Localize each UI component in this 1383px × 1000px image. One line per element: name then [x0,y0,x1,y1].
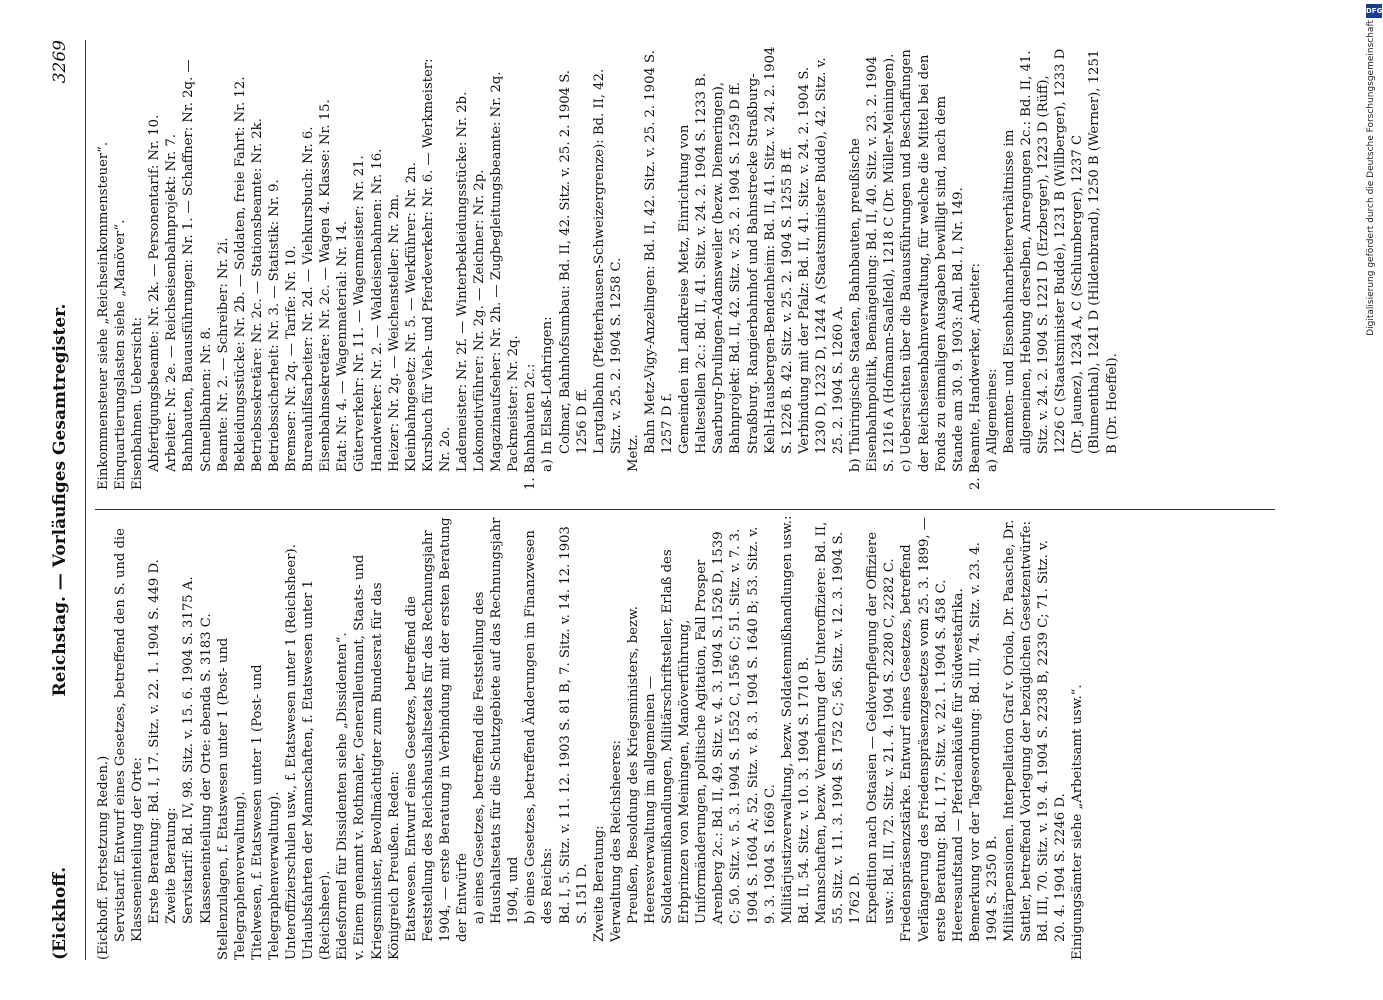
index-entry: Stellenzulagen, f. Etatswesen unter 1 (Post- und Telegraphenverwaltung). [215,637,248,960]
index-entry: Expedition nach Ostasien — Geldverpflegung der Offiziere usw.: Bd. III, 72. Sitz. v. 21. 4. 1904 S. 2280 C, 2282 C. [865,531,898,924]
index-entry: Güterverkehr: Nr. 11. — Wagenmeister: Nr. 21. [352,155,368,472]
index-entry: a) Allgemeines: [984,368,1000,472]
index-entry: Bahnbauten, Bauausführungen: Nr. 1. — Schaffner: Nr. 2q. — Schnellbahnen: Nr. 8. [181,59,214,472]
index-entry: Bd. I, 5. Sitz. v. 11. 12. 1903 S. 81 B, 7. Sitz. v. 14. 12. 1903 S. 151 D. [557,526,590,924]
index-entry: Arbeiter: Nr. 2e. — Reichseisenbahnprojekt: Nr. 7. [164,134,180,472]
index-entry: Abfertigungsbeamte: Nr. 2k. — Personentarif: Nr. 10. [147,114,163,472]
index-entry: Mannschaften, bezw. Vermehrung der Unteroffiziere: Bd. II, 55. Sitz. v. 11. 3. 1904 S. 1752 C; 56. Sitz. v. 12. 3. 1904 S. 1762 D. [813,521,864,924]
column-divider [95,509,1275,510]
index-entry: Betriebssicherheit: Nr. 3. — Statistik: Nr. 9. [266,179,282,472]
index-entry: v. Einem genannt v. Rothmaler, Generalleutnant, Staats- und Kriegsminister, Bevollmächtigter zum Bundesrat für das Königreich Preußen. Reden: [352,554,402,960]
index-entry: Servistarif: Bd. IV, 98. Sitz. v. 15. 6. 1904 S. 3175 A. [181,576,197,924]
index-entry: Betriebssekretäre: Nr. 2c. — Stationsbeamte: Nr. 2k. [249,118,265,472]
page-header [50,40,80,960]
index-entry: Unteroffizierschulen usw., f. Etatswesen unter 1 (Reichsheer). [284,544,300,960]
index-entry: Militärjustizverwaltung, bezw. Soldatenmißhandlungen usw.: Bd. II, 54. Sitz. v. 10. 3. 1904 S. 1710 B. [779,515,812,924]
header-rule [85,40,86,960]
dfg-logo: DFG [1366,4,1382,18]
index-entry: Gemeinden im Landkreise Metz, Einrichtung von Haltestellen 2c.: Bd. II, 41. Sitz. v. 24. 2. 1904 S. 1233 B. [677,73,710,454]
index-entry: Bahn Metz-Vigy-Anzelingen: Bd. II, 42. Sitz. v. 25. 2. 1904 S. 1257 D f. [643,50,676,454]
index-entry: Bureauhilfsarbeiter: Nr. 2d. — Viehkursbuch: Nr. 6. [301,126,317,472]
left-column [95,515,1280,960]
index-entry: a) In Elsaß-Lothringen: [540,316,556,472]
index-entry: c) Uebersichten über die Bauausführungen und Beschaffungen der Reichseisenbahnverwaltung, für welche die Mittel bei den Fonds zu einmaligen Ausgaben bewilligt sind, nach dem Stande am 30. 9. 1903: Anl. Bd. I, Nr. 149. [899,49,966,472]
index-entry: Preußen, Besoldung des Kriegsministers, bezw. Heeresverwaltung im allgemeinen — Soldatenmißhandlungen, Militärschriftsteller, Erlaß des Erbprinzen von Meiningen, Manöverführung, Uniformänderungen, politische Agitation, Fall Prosper Arenberg 2c.: Bd. II, 49. Sitz. v. 4. 3. 1904 S. 1526 D, 1539 C; 50. Sitz. v. 5. 3. 1904 S. 1552 C, 1556 C; 51. Sitz. v. 7. 3. 1904 S. 1604 A; 52. Sitz. v. 8. 3. 1904 S. 1640 B; 53. Sitz. v. 9. 3. 1904 S. 1669 C. [625,526,778,924]
header-left: (Eickhoff. [50,866,70,960]
index-entry: Bekleidungsstücke: Nr. 2b. — Soldaten, freie Fahrt: Nr. 12. [232,76,248,472]
index-entry: Heizer: Nr. 2g. — Weichensteller: Nr. 2m. [386,193,402,472]
index-entry: Etat: Nr. 4. — Wagenmaterial: Nr. 14. [335,220,351,472]
index-entry: Eisenbahnsekretäre: Nr. 2c. — Wagen 4. Klasse: Nr. 15. [318,99,334,472]
index-entry: 1. Bahnbauten 2c.: [523,363,539,490]
index-entry: Heeresaufstand — Pferdeankäufe für Südwestafrika. Bemerkung vor der Tagesordnung: Bd. III, 74. Sitz. v. 23. 4. 1904 S. 2350 B. [950,542,1000,942]
index-entry: Straßburg. Rangierbahnhof und Bahnstrecke Straßburg-Kehl-Hausbergen-Bendenheim: Bd. II, 41. Sitz. v. 24. 2. 1904 S. 1226 B. 42. Sitz. v. 25. 2. 1904 S. 1255 B ff. [745,46,795,454]
index-entry: Zweite Beratung: [164,807,180,924]
index-entry: Handwerker: Nr. 2. — Waldeisenbahnen: Nr. 16. [369,148,385,472]
index-entry: Magazinaufseher: Nr. 2h. — Zugbegleitungsbeamte: Nr. 2q. [489,71,505,472]
index-entry: Etatswesen. Entwurf eines Gesetzes, betreffend die Feststellung des Reichshaushaltsetats für das Rechnungsjahr 1904, — erste Beratung in Verbindung mit der ersten Beratung der Entwürfe [403,517,470,942]
index-entry: Militärpensionen. Interpellation Graf v. Oriola, Dr. Paasche, Dr. Sattler, betreffend Vorlegung der bezüglichen Gesetzentwürfe: Bd. III, 70. Sitz. v. 19. 4. 1904 S. 2238 B, 2239 C; 71. Sitz. v. 20. 4. 1904 S. 2246 D. [1001,519,1069,942]
index-entry: Erste Beratung: Bd. I, 17. Sitz. v. 22. 1. 1904 S. 449 D. [147,559,163,924]
index-entry: Lademeister: Nr. 2f. — Winterbekleidungsstücke: Nr. 2b. [454,91,470,472]
index-entry: Titelwesen, f. Etatswesen unter 1 (Post- und Telegraphenverwaltung). [249,664,282,960]
index-entry: Colmar, Bahnhofsumbau: Bd. II, 42. Sitz. v. 25. 2. 1904 S. 1256 D ff. [557,70,590,454]
page-number: 3269 [50,40,70,84]
index-entry: Beamte: Nr. 2. — Schreiber: Nr. 2i. [215,237,231,472]
index-entry: Lokomotivführer: Nr. 2g. — Zeichner: Nr. 2p. [472,169,488,472]
index-entry: 2. Beamte, Handwerker, Arbeiter: [967,263,983,490]
index-entry: Verwaltung des Reichsheeres: [608,740,624,942]
index-entry: Einigungsämter siehe „Arbeitsamt usw.“. [1070,684,1086,960]
index-entry: Friedenspräsenzstärke. Entwurf eines Gesetzes, betreffend Verlängerung des Friedenspräsenzgesetzes vom 25. 3. 1899, — erste Beratung: Bd. I, 17. Sitz. v. 22. 1. 1904 S. 458 C. [899,517,949,942]
index-entry: Kursbuch für Vieh- und Pferdeverkehr: Nr. 6. — Werkmeister: Nr. 2o. [420,58,453,472]
index-entry: a) eines Gesetzes, betreffend die Feststellung des Haushaltsetats für die Schutzgebiete auf das Rechnungsjahr 1904, und [472,517,522,924]
index-entry: Kleinbahngesetz: Nr. 5. — Werkführer: Nr. 2n. [403,162,419,472]
digitization-note: Digitalisierung gefördert durch die Deutsche Forschungsgemeinschaft [1366,20,1376,336]
index-entry: Packmeister: Nr. 2q. [506,335,522,472]
index-entry: b) Thüringische Staaten, Bahnbauten, preußische Eisenbahnpolitik, Bemängelung: Bd. II, 40. Sitz. v. 23. 2. 1904 S. 1216 A (Hofmann-Saalfeld), 1218 C (Dr. Müller-Meiningen). [848,53,898,472]
index-entry: Einquartierungslasten siehe „Manöver“. [113,219,129,490]
index-entry: Urlaubsfahrten der Mannschaften, f. Etatswesen unter 1 (Reichsheer). [301,580,334,960]
index-entry: (Eickhoff. Fortsetzung Reden.) [96,755,111,960]
index-entry: Beamten- und Eisenbahnarbeiterverhältnisse im allgemeinen, Hebung derselben, Anregungen 2c.: Bd. II, 41. Sitz. v. 24. 2. 1904 S. 1221 D (Erzberger), 1223 D (Rüff), 1226 C (Staatsminister Budde), 1231 B (Willberger), 1233 D (Dr. Jaunez), 1234 A, C (Schlumberger), 1237 C (Blumenthal), 1241 D (Hildenbrand), 1250 B (Werner), 1251 B (Dr. Hoeffel). [1001,48,1120,454]
index-entry: Largtalbahn (Pfetterhausen-Schweizergrenze): Bd. II, 42. Sitz. v. 25. 2. 1904 S. 1258 C. [591,68,624,454]
index-entry: Bremser: Nr. 2q. — Tarife: Nr. 10. [284,245,300,472]
index-entry: Zweite Beratung: [591,825,607,942]
index-entry: Servistarif. Entwurf eines Gesetzes, betreffend den S. und die Klasseneinteilung der Orte: [113,528,146,942]
index-entry: b) eines Gesetzes, betreffend Änderungen im Finanzwesen des Reichs: [523,530,556,924]
index-entry: Verbindung mit der Pfalz: Bd. II, 41. Sitz. v. 24. 2. 1904 S. 1230 D, 1232 D, 1244 A (Staatsminister Budde), 42. Sitz. v. 25. 2. 1904 S. 1260 A. [796,57,847,454]
index-entry: Klasseneinteilung der Orte: ebenda S. 3183 C. [198,613,214,924]
index-entry: Metz. [625,434,641,472]
right-column [95,45,1280,490]
index-entry: Eisenbahnen. Uebersicht: [130,317,146,490]
index-entry: Eidesformel für Dissidenten siehe „Dissidenten“. [335,632,351,960]
index-entry: Einkommensteuer siehe „Reichseinkommensteuer“. [96,141,111,490]
index-entry: Saarburg-Drulingen-Adamsweiler (bezw. Diemeringen), Bahnprojekt: Bd. II, 42. Sitz. v. 25. 2. 1904 S. 1259 D ff. [711,81,744,454]
page-title: Reichstag. — Vorläufiges Gesamtregister. [50,303,70,697]
